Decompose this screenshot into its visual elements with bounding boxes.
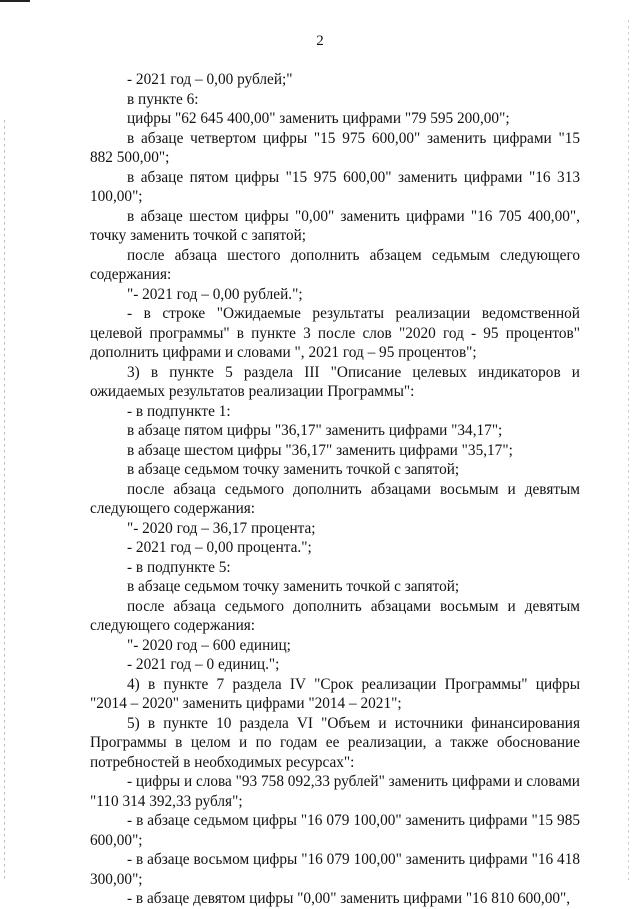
paragraph: в абзаце шестом цифры "36,17" заменить цифрами "35,17"; xyxy=(127,441,513,459)
paragraph: в абзаце пятом цифры "36,17" заменить цифрами "34,17"; xyxy=(127,422,503,439)
paragraph: в абзаце седьмом точку заменить точкой с запятой; xyxy=(127,578,460,595)
paragraph: - 2021 год – 0,00 рублей;" xyxy=(127,71,293,88)
paragraph: - 2021 год – 0,00 процента."; xyxy=(127,539,312,556)
document-body xyxy=(90,70,580,909)
paragraph: - цифры и слова "93 758 092,33 рублей" заменить цифрами и словами "110 314 392,33 рубля"; xyxy=(90,773,580,810)
paragraph: - в абзаце девятом цифры "0,00" заменить цифрами "16 810 600,00", xyxy=(127,890,571,907)
paragraph: - в абзаце восьмом цифры "16 079 100,00" заменить цифрами "16 418 300,00"; xyxy=(90,851,580,888)
scan-margin-dots-right xyxy=(628,20,629,880)
paragraph: цифры "62 645 400,00" заменить цифрами "79 595 200,00"; xyxy=(127,110,510,127)
paragraph: в абзаце пятом цифры "15 975 600,00" заменить цифрами "16 313 100,00"; xyxy=(90,168,580,205)
paragraph: "- 2020 год – 600 единиц; xyxy=(127,636,291,654)
paragraph: в пункте 6: xyxy=(127,90,199,108)
paragraph: - в строке "Ожидаемые результаты реализации ведомственной целевой программы" в пункте 3 после слов "2020 год - 95 процентов" дополнить цифрами и словами ", 2021 год – 95 процентов"; xyxy=(90,305,580,361)
paragraph: 5) в пункте 10 раздела VI "Объем и источники финансирования Программы в целом и по годам ее реализации, а также обоснование потребностей в необходимых ресурсах": xyxy=(90,714,580,771)
paragraph: "- 2021 год – 0,00 рублей."; xyxy=(127,285,303,303)
paragraph: - 2021 год – 0 единиц."; xyxy=(127,656,280,673)
paragraph: после абзаца седьмого дополнить абзацами восьмым и девятым следующего содержания: xyxy=(90,480,580,517)
paragraph: в абзаце шестом цифры "0,00" заменить цифрами "16 705 400,00", точку заменить точкой с запятой; xyxy=(90,207,580,244)
page-number: 2 xyxy=(316,33,324,49)
paragraph: - в подпункте 5: xyxy=(127,558,231,576)
scan-margin-dots-left xyxy=(4,120,5,880)
paragraph: "- 2020 год – 36,17 процента; xyxy=(127,519,316,537)
paragraph: - в подпункте 1: xyxy=(127,402,231,420)
paragraph: после абзаца седьмого дополнить абзацами восьмым и девятым следующего содержания: xyxy=(90,597,580,634)
paragraph: после абзаца шестого дополнить абзацем седьмым следующего содержания: xyxy=(90,246,580,283)
paragraph: в абзаце четвертом цифры "15 975 600,00" заменить цифрами "15 882 500,00"; xyxy=(90,129,580,166)
scan-edge-mark xyxy=(0,0,30,2)
paragraph: 3) в пункте 5 раздела III "Описание целевых индикаторов и ожидаемых результатов реализации Программы": xyxy=(90,363,580,400)
paragraph: 4) в пункте 7 раздела IV "Срок реализации Программы" цифры "2014 – 2020" заменить цифрами "2014 – 2021"; xyxy=(90,675,580,712)
paragraph: в абзаце седьмом точку заменить точкой с запятой; xyxy=(127,461,460,478)
paragraph: - в абзаце седьмом цифры "16 079 100,00" заменить цифрами "15 985 600,00"; xyxy=(90,812,580,849)
